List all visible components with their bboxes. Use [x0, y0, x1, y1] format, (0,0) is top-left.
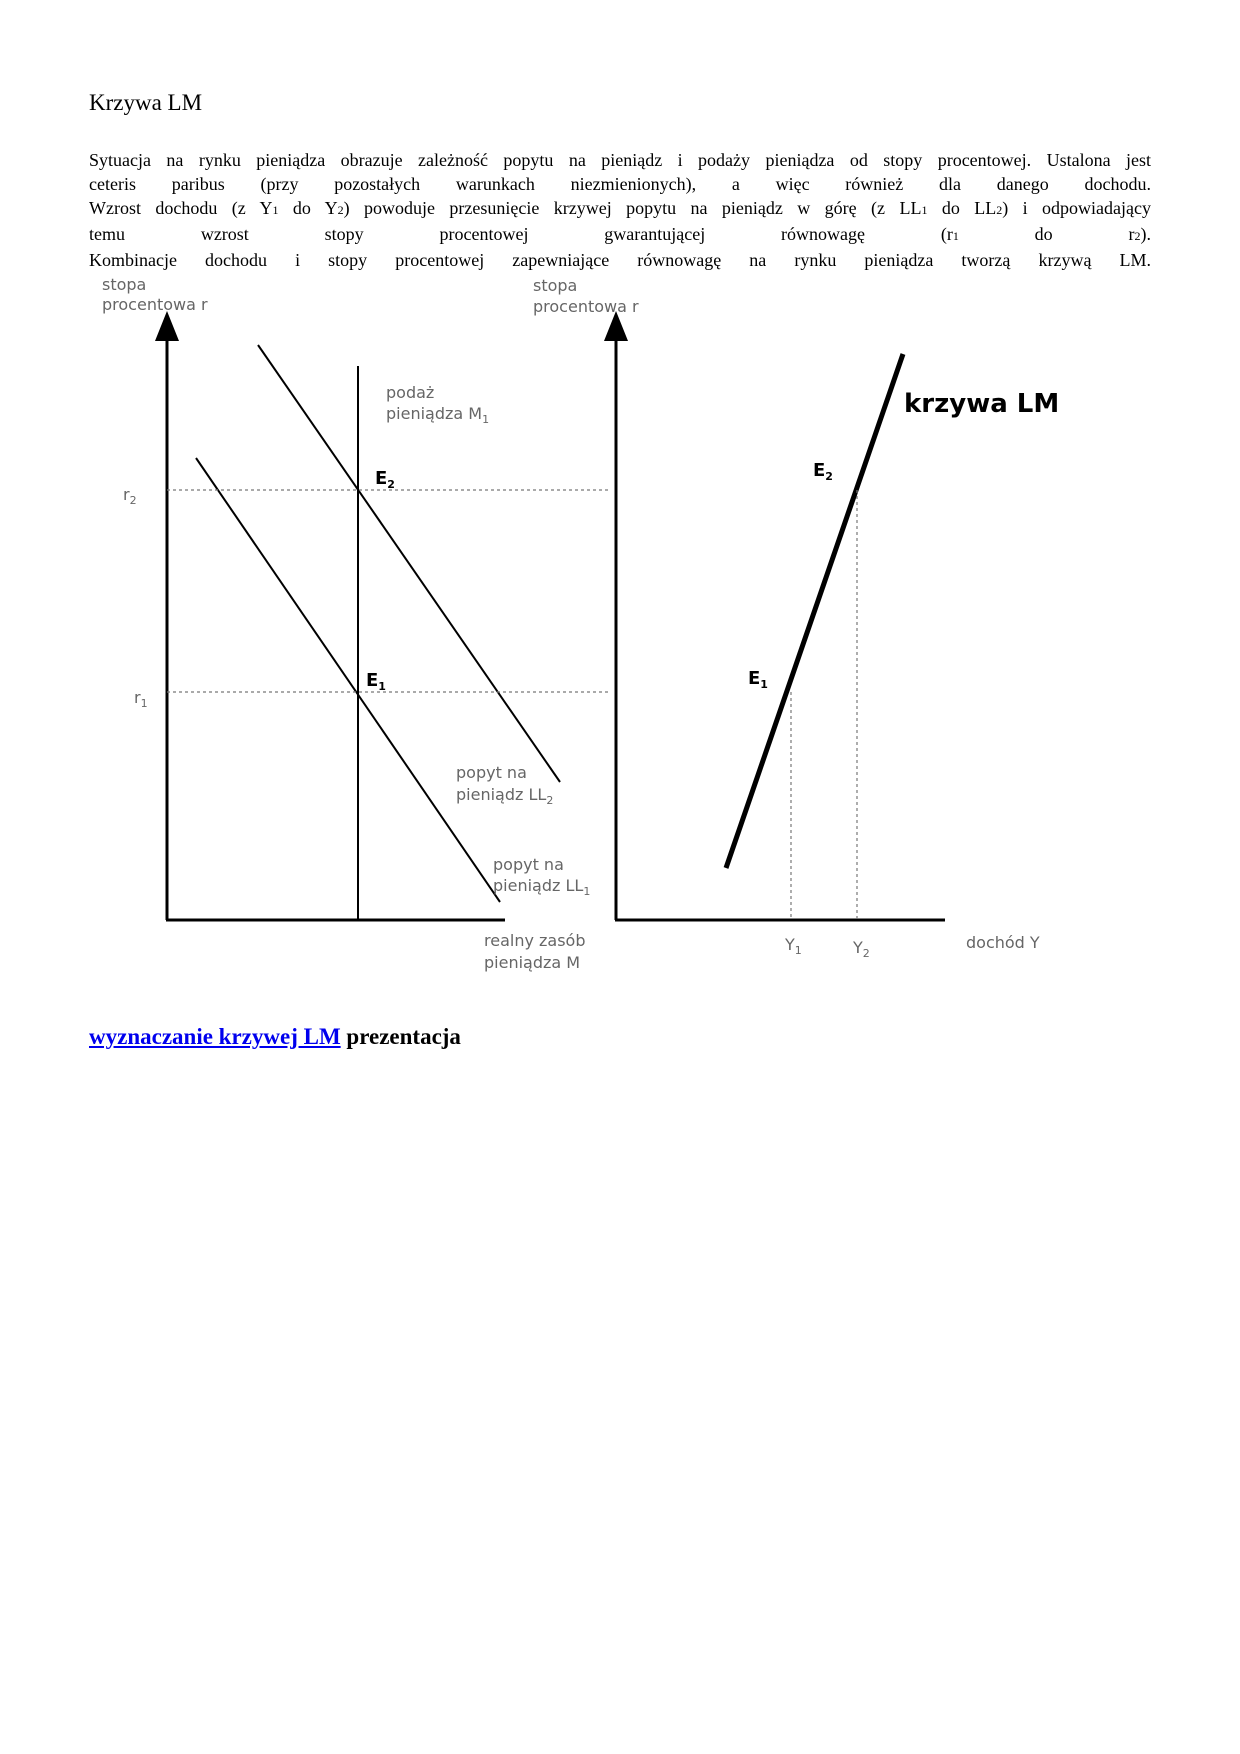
subscript: 1	[272, 203, 279, 217]
money-supply-label-2: pieniądza $M_1$	[386, 404, 490, 426]
text-run: ).	[1140, 224, 1151, 244]
subscript: 2	[996, 203, 1003, 217]
subscript: 2	[337, 203, 344, 217]
body-paragraph	[89, 148, 1151, 272]
right-x-axis-label: dochód Y	[966, 933, 1040, 952]
money-demand-ll1-line	[196, 458, 500, 902]
point-e2-left: $E_2$	[375, 468, 395, 491]
lm-presentation-link[interactable]: wyznaczanie krzywej LM	[89, 1024, 341, 1049]
subscript: 1	[952, 229, 959, 243]
paragraph-line-5: Kombinacje dochodu i stopy procentowej zapewniające równowagę na rynku pieniądza tworzą krzywą LM.	[89, 250, 1151, 270]
presentation-suffix: prezentacja	[340, 1024, 461, 1049]
subscript: 2	[1134, 229, 1141, 243]
left-x-axis-label-2: pieniądza M	[484, 953, 581, 972]
point-e2-right: $E_2$	[813, 460, 833, 483]
text-run: ) powoduje przesunięcie krzywej popytu na pieniądz w górę (z LL	[343, 198, 922, 218]
lm-curve-label: krzywa LM	[904, 389, 1060, 419]
ll1-label-2: pieniądz $LL_1$	[493, 876, 591, 898]
ll2-label-2: pieniądz $LL_2$	[456, 785, 554, 807]
text-run: Wzrost dochodu (z Y	[89, 198, 273, 218]
left-y-axis-label-2: procentowa r	[102, 295, 208, 314]
right-y-axis-label: stopa	[533, 276, 578, 295]
left-y-axis-label: stopa	[102, 275, 147, 294]
right-y-axis-label-2: procentowa r	[533, 297, 639, 316]
ll1-label: popyt na	[493, 855, 564, 874]
point-e1-right: $E_1$	[748, 668, 768, 691]
y2-tick-label: $Y_2$	[853, 938, 870, 960]
text-run: do LL	[927, 198, 997, 218]
subscript: 1	[921, 203, 928, 217]
point-e1-left: $E_1$	[366, 670, 386, 693]
text-run: ) i odpowiadający	[1002, 198, 1151, 218]
money-market-panel	[102, 275, 610, 972]
paragraph-line-3	[89, 196, 1151, 222]
paragraph-line-1: Sytuacja na rynku pieniądza obrazuje zależność popytu na pieniądz i podaży pieniądza od stopy procentowej. Ustalona jest	[89, 150, 1151, 170]
ll2-label: popyt na	[456, 763, 527, 782]
presentation-link-line	[89, 1024, 461, 1050]
lm-curve-panel	[533, 276, 1059, 960]
r1-tick-label: $r_1$	[134, 688, 148, 710]
left-x-axis-label: realny zasób	[484, 931, 586, 950]
money-supply-label: podaż	[386, 383, 435, 402]
text-run: do Y	[278, 198, 338, 218]
paragraph-line-2: ceteris paribus (przy pozostałych warunkach niezmienionych), a więc również dla danego dochodu.	[89, 174, 1151, 194]
paragraph-line-4	[89, 222, 1151, 248]
r2-tick-label: $r_2$	[123, 485, 137, 507]
text-run: do r	[958, 224, 1135, 244]
lm-curve-line	[726, 354, 903, 868]
text-run: temu wzrost stopy procentowej gwarantującej równowagę (r	[89, 224, 953, 244]
lm-curve-diagram	[0, 270, 1240, 980]
document-title: Krzywa LM	[89, 90, 203, 115]
y1-tick-label: $Y_1$	[785, 935, 802, 957]
